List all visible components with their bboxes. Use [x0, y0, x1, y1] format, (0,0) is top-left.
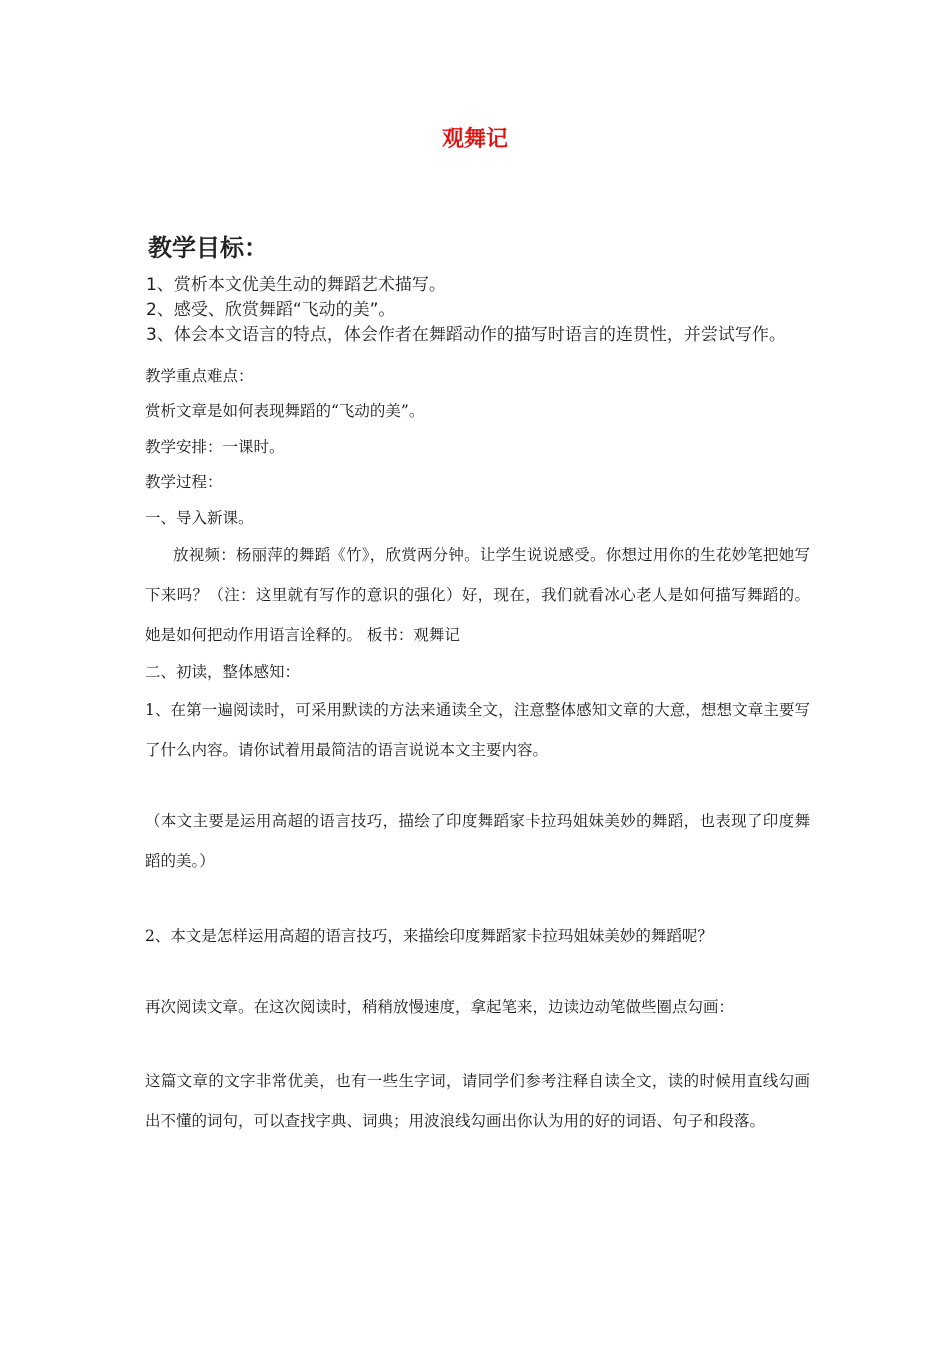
objective-item: 1、赏析本文优美生动的舞蹈艺术描写。	[146, 275, 446, 295]
question-1: 1、在第一遍阅读时，可采用默读的方法来通读全文，注意整体感知文章的大意，想想文章主要写了什么内容。请你试着用最简洁的语言说说本文主要内容。	[145, 701, 810, 759]
key-points-text: 赏析文章是如何表现舞蹈的“飞动的美”。	[145, 402, 425, 420]
answer-1: （本文主要是运用高超的语言技巧，描绘了印度舞蹈家卡拉玛姐妹美妙的舞蹈，也表现了印度舞蹈的美。）	[145, 812, 810, 870]
process-label: 教学过程：	[145, 473, 223, 491]
key-points-label: 教学重点难点：	[145, 367, 254, 385]
section-heading-1: 一、导入新课。	[145, 509, 254, 527]
intro-paragraph: 放视频：杨丽萍的舞蹈《竹》，欣赏两分钟。让学生说说感受。你想过用你的生花妙笔把她写下来吗？（注：这里就有写作的意识的强化）好，现在，我们就看冰心老人是如何描写舞蹈的。她是如何把动作用语言诠释的。 板书：观舞记	[145, 546, 810, 644]
schedule-text: 教学安排：一课时。	[145, 438, 285, 456]
section-heading-2: 二、初读，整体感知：	[145, 663, 301, 681]
final-paragraph: 这篇文章的文字非常优美，也有一些生字词，请同学们参考注释自读全文，读的时候用直线勾画出不懂的词句，可以查找字典、词典；用波浪线勾画出你认为用的好的词语、句子和段落。	[145, 1072, 810, 1130]
document-title: 观舞记	[441, 127, 508, 152]
question-2: 2、本文是怎样运用高超的语言技巧，来描绘印度舞蹈家卡拉玛姐妹美妙的舞蹈呢？	[145, 927, 713, 945]
objectives-heading: 教学目标：	[148, 234, 268, 262]
objective-item: 2、感受、欣赏舞蹈“飞动的美”。	[146, 300, 396, 320]
objective-item: 3、体会本文语言的特点，体会作者在舞蹈动作的描写时语言的连贯性，并尝试写作。	[146, 325, 786, 345]
reread-instruction: 再次阅读文章。在这次阅读时，稍稍放慢速度，拿起笔来，边读边动笔做些圈点勾画：	[145, 998, 735, 1016]
